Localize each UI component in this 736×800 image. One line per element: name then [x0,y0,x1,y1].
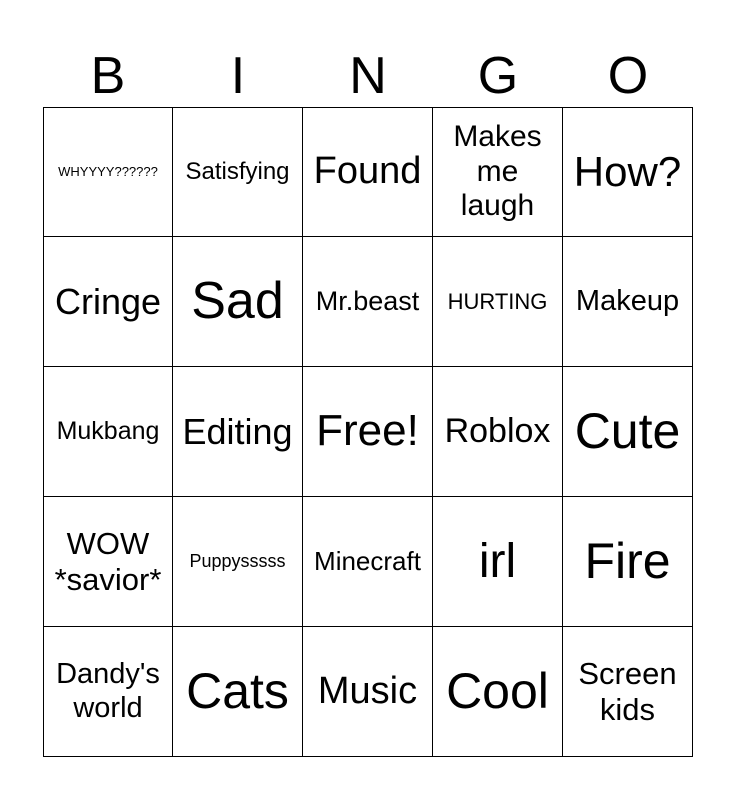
bingo-cell[interactable] [173,237,303,367]
header-letter-n: N [349,47,387,105]
bingo-cell-text: Screen kids [578,655,677,727]
bingo-cell[interactable] [433,237,563,367]
bingo-cell[interactable] [563,367,693,497]
bingo-cell-text: Editing [182,410,293,452]
bingo-cell[interactable] [303,627,433,757]
bingo-cell[interactable] [303,367,433,497]
header-letter-o: O [607,47,649,105]
bingo-cell[interactable] [43,107,173,237]
bingo-cell[interactable] [173,497,303,627]
bingo-cell-text: Found [313,150,422,193]
bingo-cell[interactable] [563,107,693,237]
bingo-cell-text: Dandy's world [56,658,160,724]
bingo-cell-text: Fire [584,532,671,589]
bingo-cell-text: irl [478,534,517,588]
bingo-cell-text: HURTING [447,288,548,314]
bingo-cell-text: Cool [446,662,549,719]
bingo-cell-text: WOW *savior* [54,525,162,597]
bingo-cell-text: Makeup [575,284,680,317]
bingo-cell-text: Sad [191,271,284,330]
bingo-cell-text: How? [573,147,682,195]
bingo-cell[interactable] [303,107,433,237]
header-letter-i: I [230,47,246,105]
bingo-cell[interactable] [303,237,433,367]
bingo-cell[interactable] [43,237,173,367]
bingo-cell-text: Satisfying [185,158,290,186]
bingo-cell[interactable] [433,497,563,627]
bingo-cell[interactable] [433,367,563,497]
bingo-cell[interactable] [43,367,173,497]
bingo-cell-text: Roblox [444,411,551,450]
bingo-cell[interactable] [563,497,693,627]
bingo-cell-text: Cats [186,662,289,719]
bingo-cell-text: Music [317,669,418,712]
header-letter-b: B [90,47,126,105]
bingo-cell[interactable] [563,237,693,367]
bingo-cell-text: Mr.beast [315,285,420,316]
bingo-cell-text: Mukbang [56,417,160,446]
header-letter-g: G [477,47,519,105]
bingo-cell-text: Puppysssss [189,551,286,572]
bingo-header [43,46,693,106]
bingo-cell[interactable] [43,627,173,757]
bingo-cell-text: Cute [574,402,681,459]
bingo-cell[interactable] [173,627,303,757]
bingo-cell-text: Makes me laugh [453,120,542,223]
bingo-cell[interactable] [433,107,563,237]
bingo-board [43,107,693,757]
bingo-cell-text: Free! [316,406,419,456]
bingo-cell[interactable] [433,627,563,757]
bingo-cell[interactable] [303,497,433,627]
bingo-cell-text: WHYYYY?????? [58,163,158,179]
bingo-cell[interactable] [173,367,303,497]
bingo-cell[interactable] [563,627,693,757]
bingo-cell-text: Cringe [54,280,162,322]
bingo-cell[interactable] [43,497,173,627]
bingo-cell-text: Minecraft [314,545,421,576]
bingo-cell[interactable] [173,107,303,237]
